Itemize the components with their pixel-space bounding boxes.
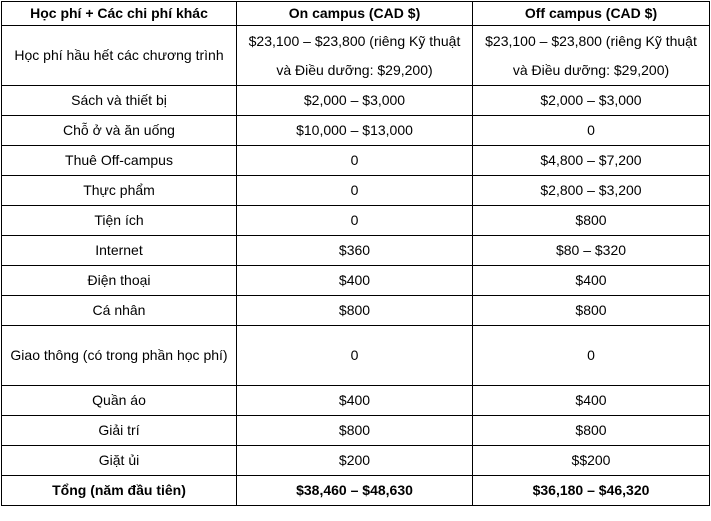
on-campus-cell: $800 <box>237 296 473 326</box>
item-cell: Giặt ủi <box>2 446 237 476</box>
table-row <box>2 206 710 236</box>
total-label: Tổng (năm đầu tiên) <box>2 476 237 506</box>
on-campus-cell: $400 <box>237 266 473 296</box>
item-cell: Giải trí <box>2 416 237 446</box>
item-cell: Quần áo <box>2 386 237 416</box>
off-campus-cell: $800 <box>473 206 710 236</box>
header-row <box>2 2 710 26</box>
item-cell: Thực phẩm <box>2 176 237 206</box>
total-off-campus: $36,180 – $46,320 <box>473 476 710 506</box>
item-cell: Điện thoại <box>2 266 237 296</box>
on-campus-cell: $400 <box>237 386 473 416</box>
table-row <box>2 326 710 386</box>
off-campus-cell: $23,100 – $23,800 (riêng Kỹ thuật và Điều dưỡng: $29,200) <box>473 26 710 86</box>
off-campus-cell: $400 <box>473 266 710 296</box>
total-on-campus: $38,460 – $48,630 <box>237 476 473 506</box>
item-cell: Học phí hầu hết các chương trình <box>2 26 237 86</box>
item-cell: Cá nhân <box>2 296 237 326</box>
header-item: Học phí + Các chi phí khác <box>2 2 237 26</box>
off-campus-cell: $800 <box>473 296 710 326</box>
header-off-campus: Off campus (CAD $) <box>473 2 710 26</box>
off-campus-cell: $4,800 – $7,200 <box>473 146 710 176</box>
on-campus-cell: $360 <box>237 236 473 266</box>
on-campus-cell: 0 <box>237 146 473 176</box>
off-campus-cell: $2,800 – $3,200 <box>473 176 710 206</box>
on-campus-cell: $23,100 – $23,800 (riêng Kỹ thuật và Điều dưỡng: $29,200) <box>237 26 473 86</box>
off-campus-cell: $400 <box>473 386 710 416</box>
table-row <box>2 386 710 416</box>
table-row <box>2 236 710 266</box>
on-campus-cell: $800 <box>237 416 473 446</box>
off-campus-cell: $80 – $320 <box>473 236 710 266</box>
table-row <box>2 446 710 476</box>
table-body <box>2 26 710 506</box>
item-cell: Sách và thiết bị <box>2 86 237 116</box>
item-cell: Giao thông (có trong phần học phí) <box>2 326 237 386</box>
off-campus-cell: $800 <box>473 416 710 446</box>
table-row <box>2 416 710 446</box>
on-campus-cell: 0 <box>237 176 473 206</box>
table-row <box>2 146 710 176</box>
off-campus-cell: $2,000 – $3,000 <box>473 86 710 116</box>
item-cell: Chỗ ở và ăn uống <box>2 116 237 146</box>
on-campus-cell: 0 <box>237 206 473 236</box>
total-row <box>2 476 710 506</box>
table-row <box>2 176 710 206</box>
off-campus-cell: 0 <box>473 116 710 146</box>
table-row <box>2 116 710 146</box>
cost-table <box>1 1 710 506</box>
table-header <box>2 2 710 26</box>
on-campus-cell: $10,000 – $13,000 <box>237 116 473 146</box>
on-campus-cell: $200 <box>237 446 473 476</box>
item-cell: Tiện ích <box>2 206 237 236</box>
on-campus-cell: $2,000 – $3,000 <box>237 86 473 116</box>
table-row <box>2 266 710 296</box>
table-row <box>2 296 710 326</box>
header-on-campus: On campus (CAD $) <box>237 2 473 26</box>
off-campus-cell: $$200 <box>473 446 710 476</box>
table-row <box>2 26 710 86</box>
item-cell: Thuê Off-campus <box>2 146 237 176</box>
table-row <box>2 86 710 116</box>
on-campus-cell: 0 <box>237 326 473 386</box>
off-campus-cell: 0 <box>473 326 710 386</box>
item-cell: Internet <box>2 236 237 266</box>
